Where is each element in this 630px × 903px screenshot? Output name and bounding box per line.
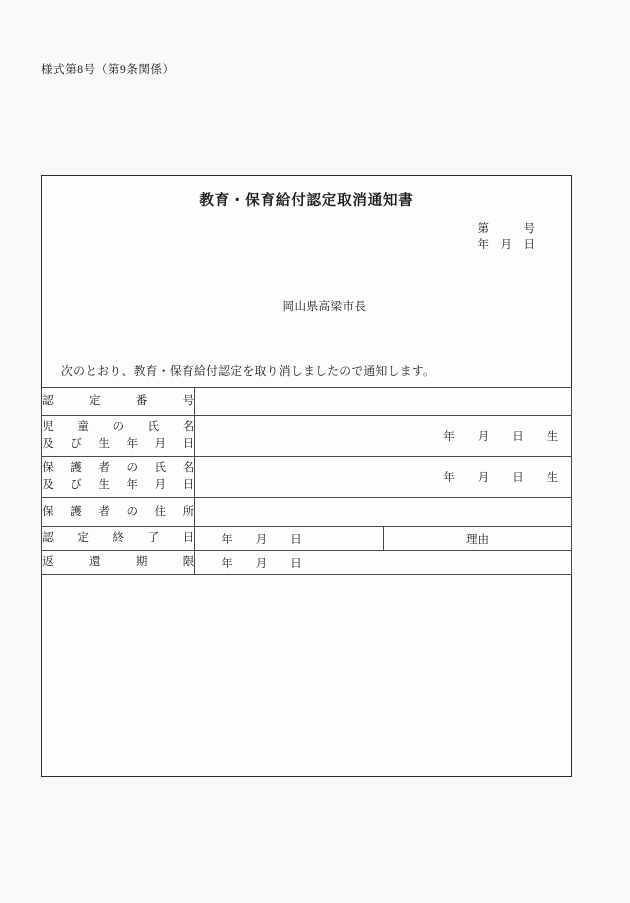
row-value-refund-deadline[interactable] (195, 551, 572, 575)
table-row (42, 416, 572, 457)
row-value-child-name-birthdate[interactable] (195, 416, 572, 457)
form-code: 様式第8号（第9条関係） (41, 64, 175, 76)
row-label-certification-number: 認 定 番 号 (42, 388, 195, 416)
table-row (42, 527, 572, 551)
reason-label: 理由 (383, 527, 572, 551)
row-label-guardian-name-birthdate: 保 護 者 の 氏 名 及 び 生 年 月 日 (42, 457, 195, 498)
birthdate-placeholder: 年 月 日 生 (443, 472, 559, 484)
row-label-certification-end-date: 認 定 終 了 日 (42, 527, 195, 551)
birthdate-placeholder: 年 月 日 生 (443, 431, 559, 443)
table-row (42, 388, 572, 416)
lead-text: 次のとおり、教育・保育給付認定を取り消しましたので通知します。 (61, 364, 436, 378)
row-value-certification-number[interactable] (195, 388, 572, 416)
document-date: 年 月 日 (477, 239, 535, 251)
row-label-guardian-address: 保 護 者 の 住 所 (42, 498, 195, 527)
document-meta (42, 221, 571, 253)
table-row (42, 498, 572, 527)
row-value-certification-end-date[interactable] (195, 527, 384, 551)
date-placeholder: 年 月 日 (221, 557, 302, 570)
issuer-name: 岡山県高梁市長 (282, 301, 367, 313)
notice-table (41, 387, 572, 575)
row-value-guardian-name-birthdate[interactable] (195, 457, 572, 498)
page-title: 教育・保育給付認定取消通知書 (199, 193, 414, 209)
table-row (42, 457, 572, 498)
table-row (42, 551, 572, 575)
notes-area[interactable] (42, 574, 571, 777)
row-label-refund-deadline: 返 還 期 限 (42, 551, 195, 575)
date-placeholder: 年 月 日 (221, 533, 302, 546)
notice-frame (41, 175, 572, 777)
row-label-child-name-birthdate: 児 童 の 氏 名 及 び 生 年 月 日 (42, 416, 195, 457)
document-number: 第 号 (477, 223, 535, 235)
row-value-guardian-address[interactable] (195, 498, 572, 527)
